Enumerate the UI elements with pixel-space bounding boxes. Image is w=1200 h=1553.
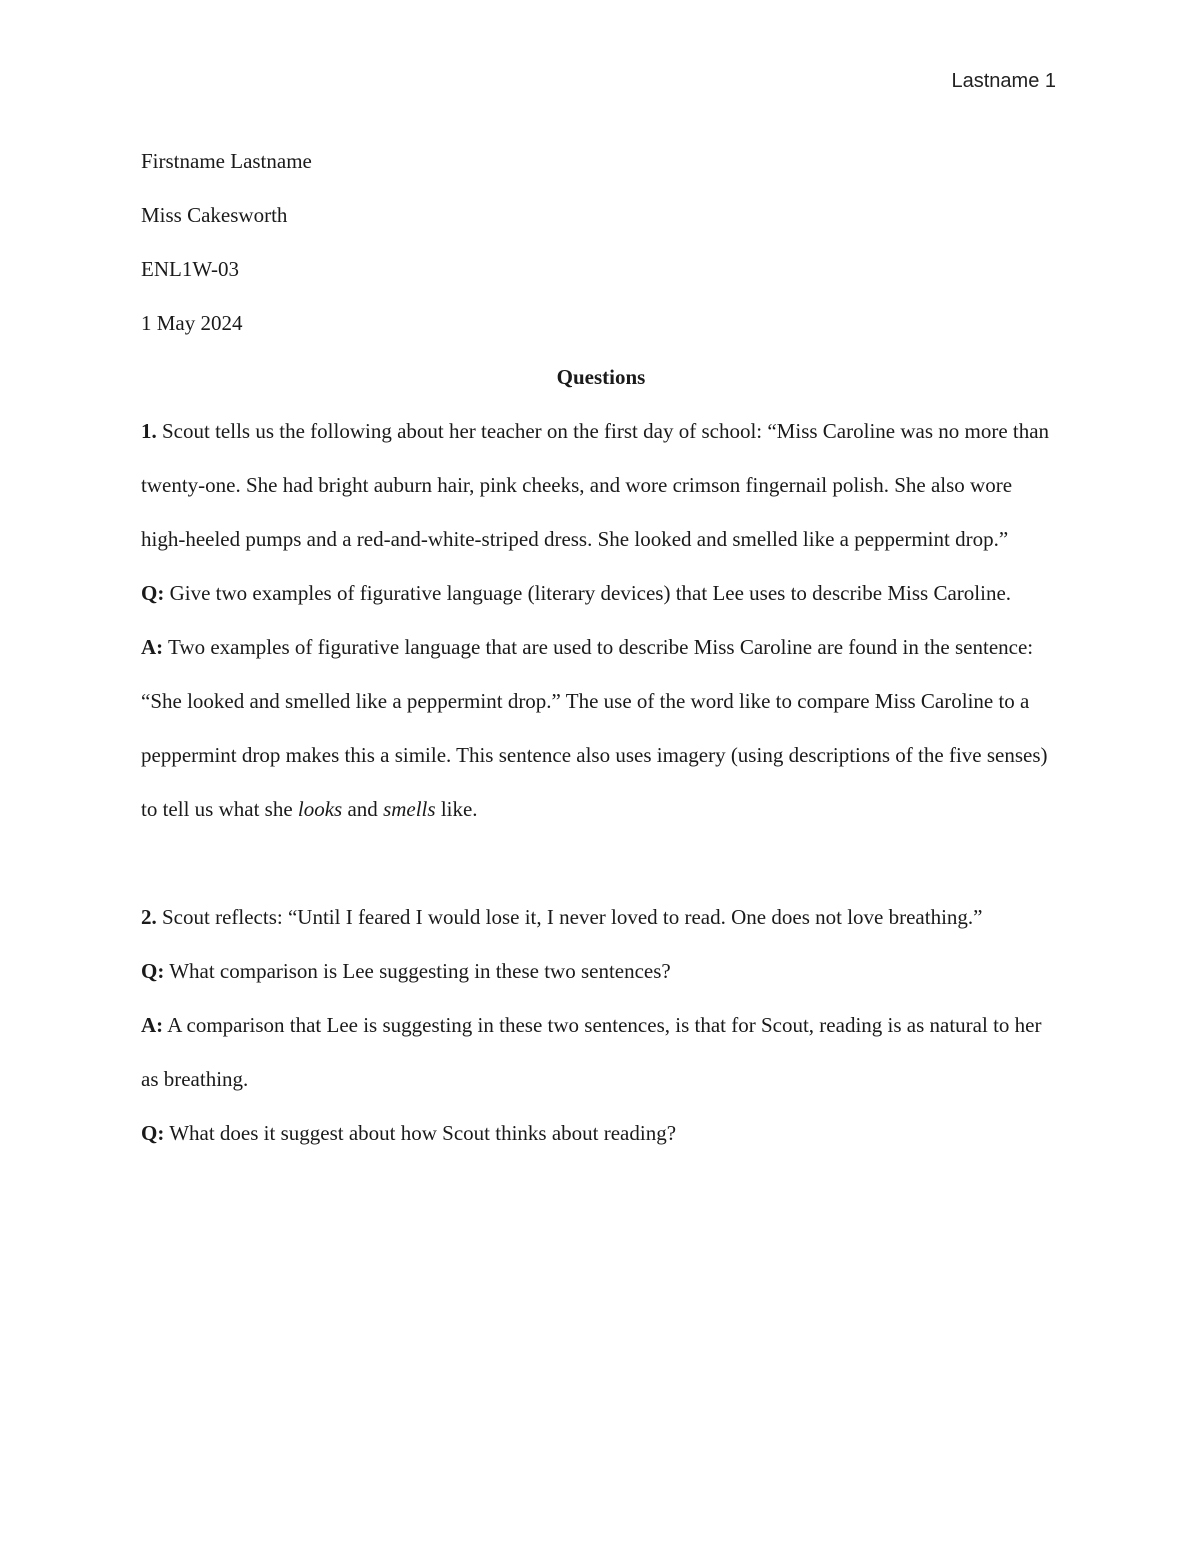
- question-2-prompt-text: Scout reflects: “Until I feared I would lose it, I never loved to read. One does not love breathing.”: [162, 905, 983, 929]
- answer-end: like.: [440, 797, 478, 821]
- question-2-number: 2.: [141, 905, 157, 929]
- question-2-a1: [141, 998, 1061, 1106]
- question-2-q1: [141, 944, 1061, 998]
- question-1-answer-text: Two examples of figurative language that are used to describe Miss Caroline are found in the sentence: “She looked and smelled like a peppermint drop.” The use of the word like to compare Miss Caroline to a peppermint drop makes this a simile. This sentence also uses imagery (using descriptions of the five senses) to tell us what she: [141, 635, 1048, 821]
- italic-smells: smells: [383, 797, 436, 821]
- teacher-name: Miss Cakesworth: [141, 203, 288, 227]
- question-1-q: [141, 566, 1061, 620]
- question-2-q1-text: What comparison is Lee suggesting in these two sentences?: [169, 959, 671, 983]
- question-1-number: 1.: [141, 419, 157, 443]
- question-2-q2-text: What does it suggest about how Scout thinks about reading?: [169, 1121, 677, 1145]
- question-1-prompt: [141, 404, 1061, 566]
- answer-and: and: [347, 797, 378, 821]
- date: 1 May 2024: [141, 311, 243, 335]
- blank-line: [141, 836, 1061, 890]
- q-label: Q:: [141, 1121, 165, 1145]
- a-label: A:: [141, 1013, 164, 1037]
- student-name: Firstname Lastname: [141, 149, 312, 173]
- question-2-prompt: [141, 890, 1061, 944]
- course-code: ENL1W-03: [141, 257, 239, 281]
- question-2-q2: [141, 1106, 1061, 1160]
- running-head: Lastname 1: [951, 70, 1056, 92]
- document-body: [141, 134, 1061, 1160]
- a-label: A:: [141, 635, 164, 659]
- document-title: Questions: [556, 365, 646, 389]
- question-1-prompt-text: Scout tells us the following about her teacher on the first day of school: “Miss Caroline was no more than twenty-one. She had bright auburn hair, pink cheeks, and wore crimson fingernail polish. She also wore high-heeled pumps and a red-and-white-striped dress. She looked and smelled like a peppermint drop.”: [141, 419, 1050, 551]
- question-2-a1-text: A comparison that Lee is suggesting in these two sentences, is that for Scout, reading is as natural to her as breathing.: [141, 1013, 1042, 1091]
- q-label: Q:: [141, 581, 165, 605]
- question-1-q-text: Give two examples of figurative language (literary devices) that Lee uses to describe Miss Caroline.: [169, 581, 1012, 605]
- question-1-a: [141, 620, 1061, 836]
- italic-looks: looks: [297, 797, 343, 821]
- q-label: Q:: [141, 959, 165, 983]
